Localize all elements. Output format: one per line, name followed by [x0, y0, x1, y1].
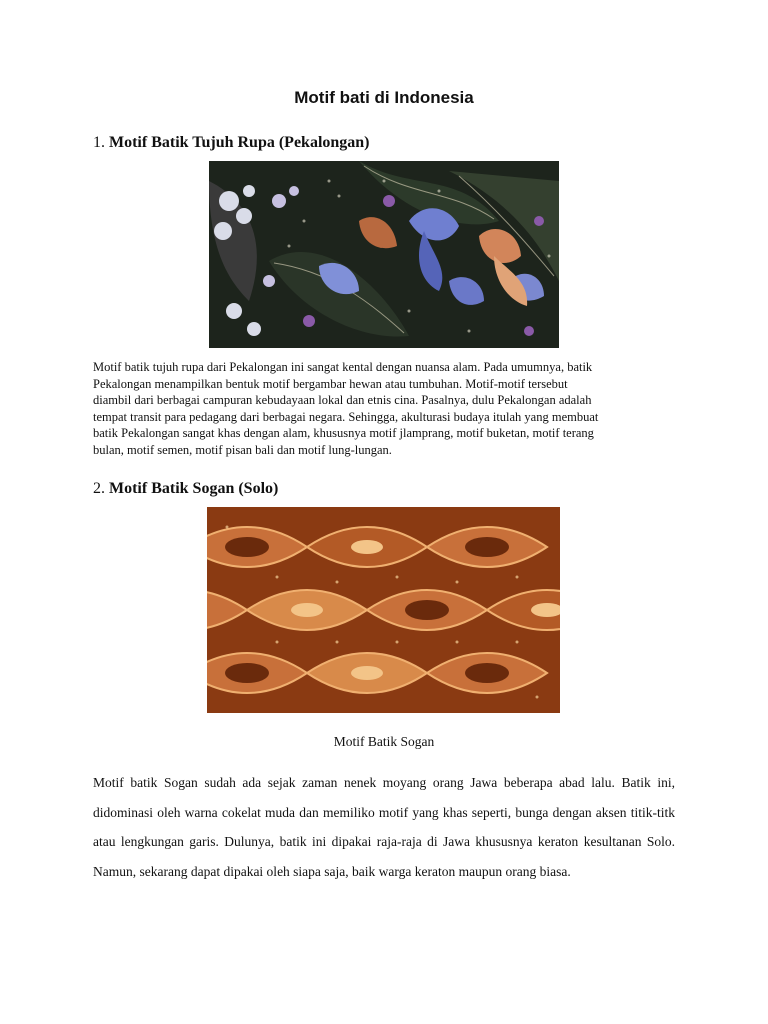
section-1-paragraph: Motif batik tujuh rupa dari Pekalongan ini sangat kental dengan nuansa alam. Pada umumnya, batik Pekalongan menampilkan bentuk motif bergambar hewan atau tumbuhan. Motif-motif tersebut diambil dari berbagai campuran kebudayaan lokal dan etnis cina. Pasalnya, dulu Pekalongan adalah tempat transit para pedagang dari berbagai negara. Sehingga, akulturasi budaya itulah yang membuat batik Pekalongan sangat khas dengan alam, khususnya motif jlamprang, motif buketan, motif terang bulan, motif semen, motif pisan bali dan motif lung-lungan. — [93, 360, 599, 457]
document-title: Motif bati di Indonesia — [294, 88, 474, 107]
section-2-title: Motif Batik Sogan (Solo) — [109, 480, 279, 497]
section-2-heading — [93, 480, 278, 498]
batik-tujuh-rupa-image — [209, 161, 559, 348]
section-1-title: Motif Batik Tujuh Rupa (Pekalongan) — [109, 134, 370, 151]
section-1-heading — [93, 134, 370, 152]
batik-sogan-image — [207, 507, 560, 713]
section-2-paragraph: Motif batik Sogan sudah ada sejak zaman nenek moyang orang Jawa beberapa abad lalu. Batik ini, didominasi oleh warna cokelat muda dan memiliko motif yang khas seperti, bunga dengan aksen titik-titk atau lengkungan garis. Dulunya, batik ini dipakai raja-raja di Jawa khususnya keraton kesultanan Solo. Namun, sekarang dapat dipakai oleh siapa saja, baik warga keraton maupun orang biasa. — [93, 775, 675, 879]
section-1-number: 1. — [93, 134, 105, 151]
sogan-image-caption: Motif Batik Sogan — [333, 734, 435, 749]
section-2-number: 2. — [93, 480, 105, 497]
